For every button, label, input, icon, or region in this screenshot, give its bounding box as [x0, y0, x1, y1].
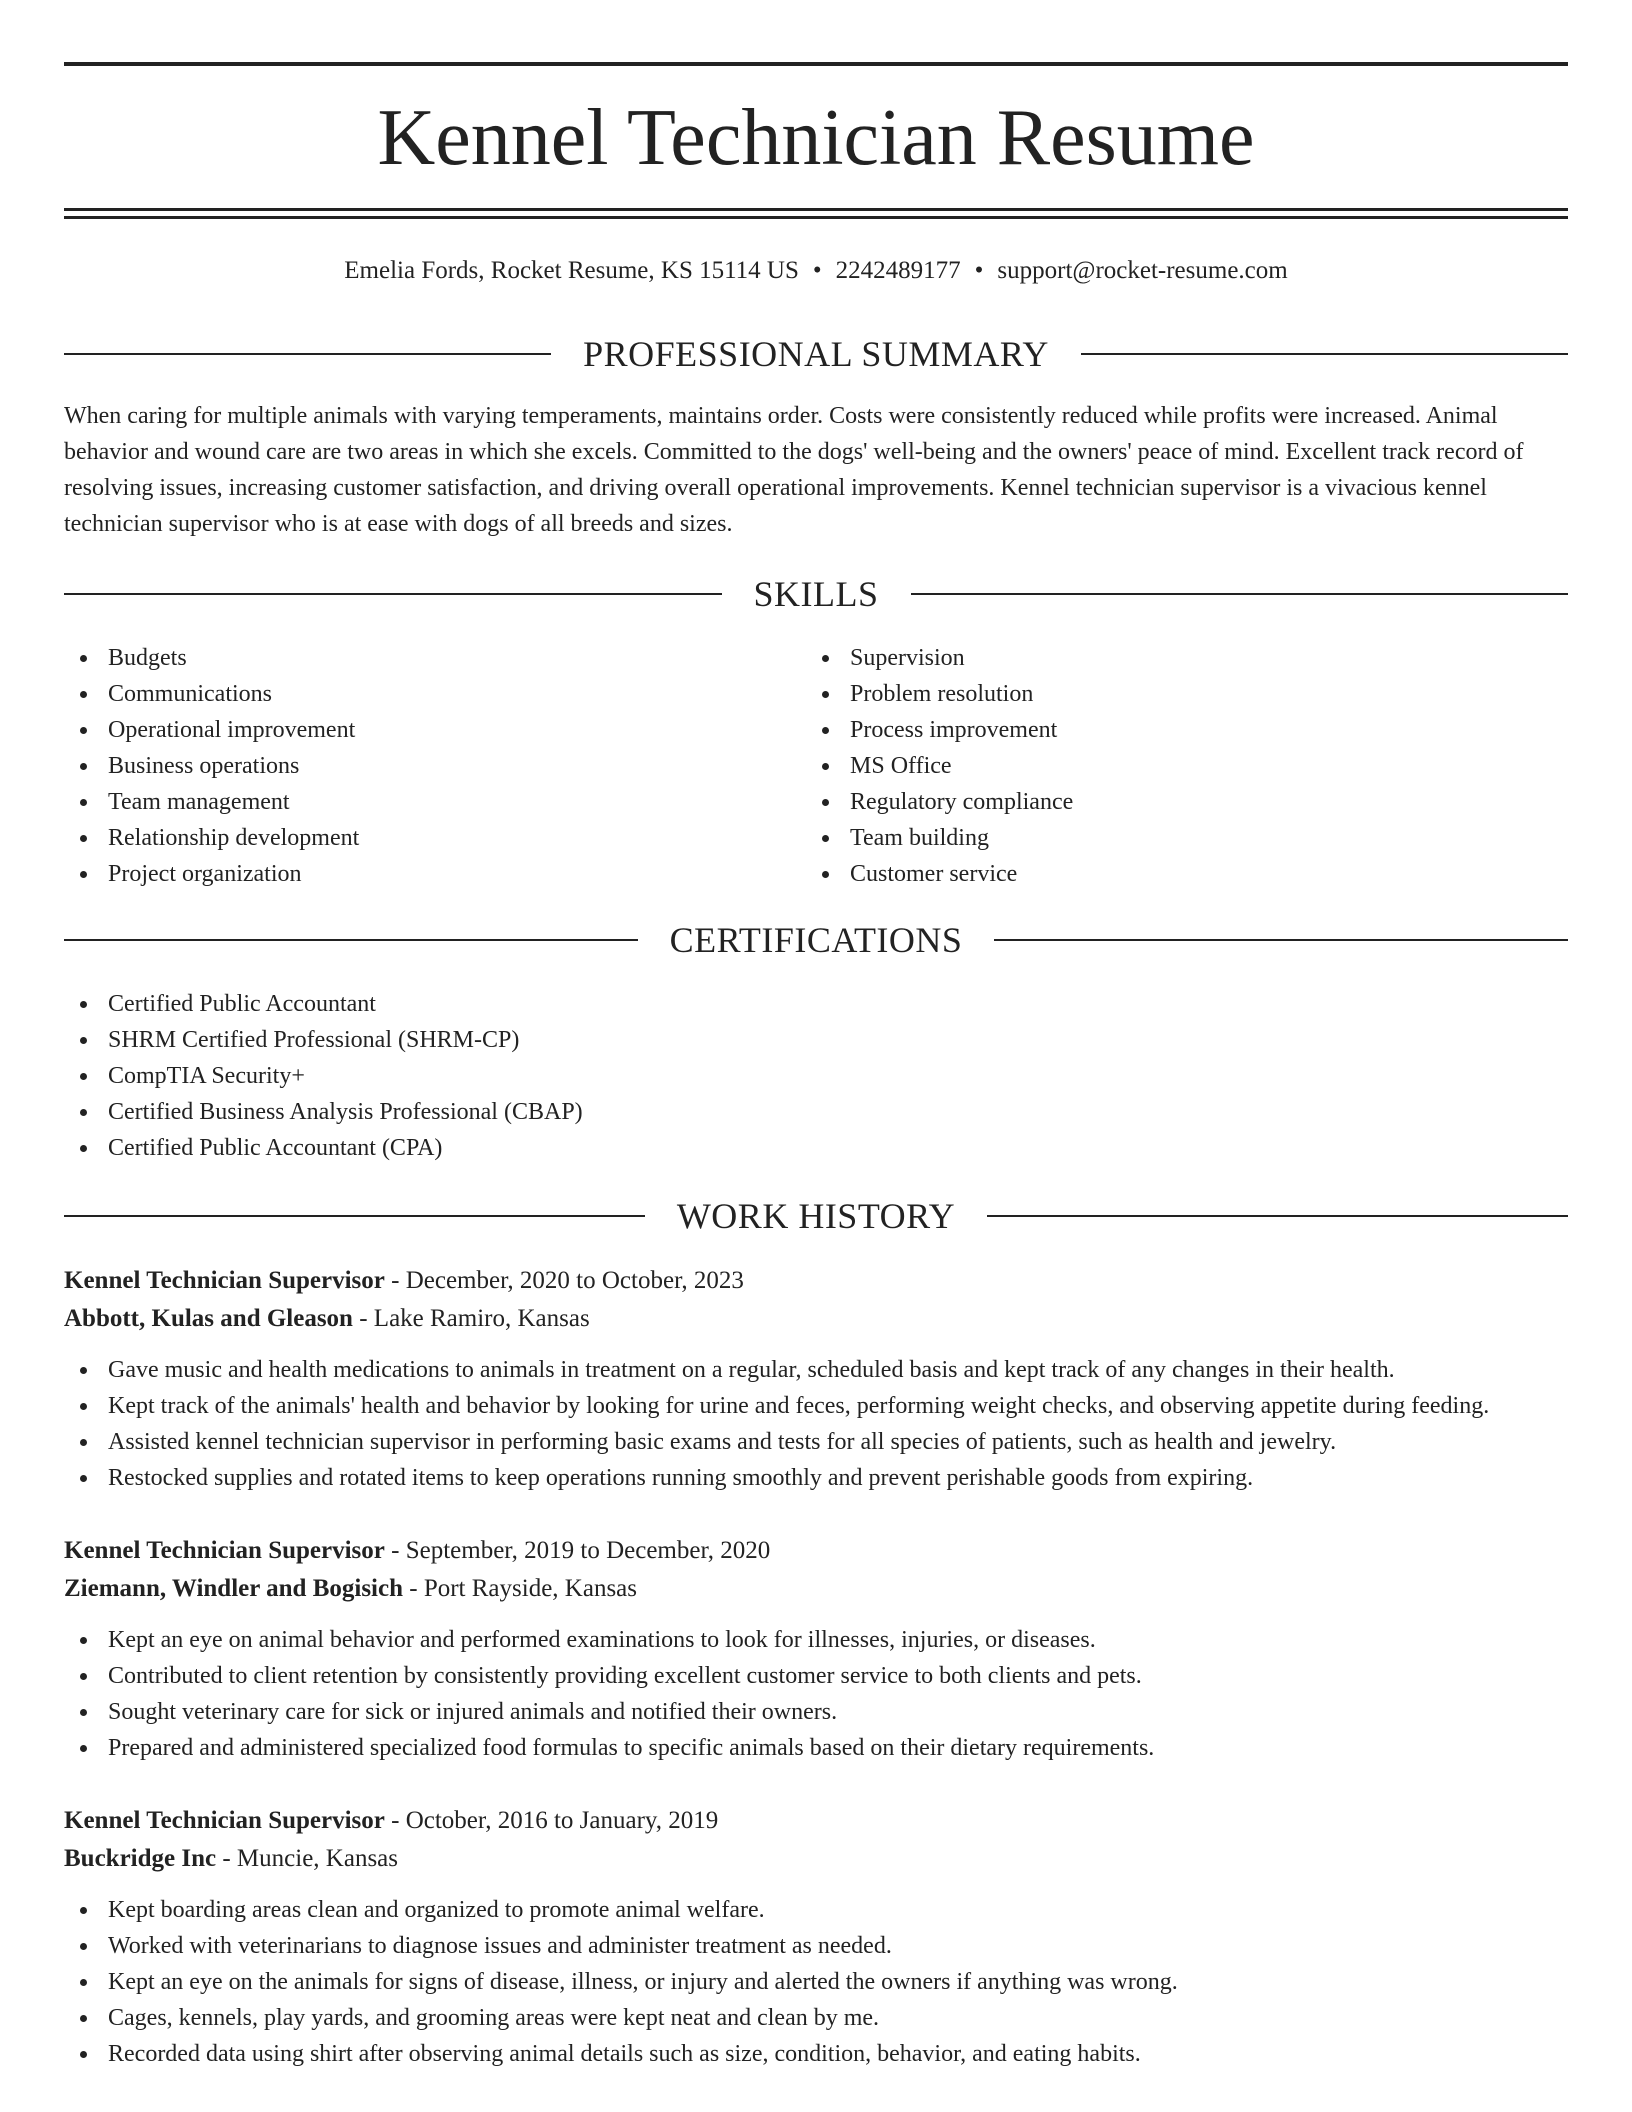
certification-item: Certified Business Analysis Professional (CBAP) — [64, 1094, 1568, 1130]
job-title: Kennel Technician Supervisor — [64, 1807, 385, 1834]
contact-separator: • — [974, 257, 984, 284]
job-company-line — [64, 1300, 1568, 1338]
skill-item: Customer service — [806, 856, 1506, 892]
skill-item: Team building — [806, 820, 1506, 856]
heading-rule-right — [1081, 353, 1568, 355]
duty-item: Gave music and health medications to animals in treatment on a regular, scheduled basis and kept track of any changes in their health. — [64, 1352, 1568, 1388]
resume-title: Kennel Technician Resume — [377, 94, 1255, 182]
skill-item: Problem resolution — [806, 676, 1506, 712]
summary-heading-label: PROFESSIONAL SUMMARY — [583, 334, 1049, 374]
contact-address: Emelia Fords, Rocket Resume, KS 15114 US — [344, 257, 799, 284]
job-company: Buckridge Inc — [64, 1845, 217, 1872]
skill-item: Budgets — [64, 640, 764, 676]
duty-item: Kept boarding areas clean and organized to promote animal welfare. — [64, 1892, 1568, 1928]
skill-item: Communications — [64, 676, 764, 712]
contact-separator: • — [812, 257, 822, 284]
duty-item: Assisted kennel technician supervisor in performing basic exams and tests for all species of patients, such as health and jewelry. — [64, 1424, 1568, 1460]
job-company: Abbott, Kulas and Gleason — [64, 1305, 353, 1332]
job-company-line — [64, 1570, 1568, 1608]
skills-list-left — [64, 640, 764, 892]
job-entry — [64, 1802, 1568, 2072]
job-location: - Lake Ramiro, Kansas — [352, 1305, 590, 1332]
skills-heading-label: SKILLS — [753, 574, 879, 614]
duty-item: Kept an eye on the animals for signs of disease, illness, or injury and alerted the owners if anything was wrong. — [64, 1964, 1568, 2000]
heading-rule-right — [994, 939, 1568, 941]
job-title-line — [64, 1262, 1568, 1300]
job-entry — [64, 1262, 1568, 1496]
heading-rule-left — [64, 593, 722, 595]
heading-rule-right — [987, 1215, 1568, 1217]
skill-item: Supervision — [806, 640, 1506, 676]
duty-item: Restocked supplies and rotated items to keep operations running smoothly and prevent perishable goods from expiring. — [64, 1460, 1568, 1496]
job-duties — [64, 1622, 1568, 1766]
job-location: - Muncie, Kansas — [216, 1845, 399, 1872]
certifications-heading-label: CERTIFICATIONS — [669, 920, 963, 960]
certification-item: CompTIA Security+ — [64, 1058, 1568, 1094]
heading-rule-right — [911, 593, 1569, 595]
job-entry — [64, 1532, 1568, 1766]
contact-phone: 2242489177 — [835, 257, 961, 284]
job-location: - Port Rayside, Kansas — [403, 1575, 637, 1602]
duty-item: Kept an eye on animal behavior and performed examinations to look for illnesses, injuries, or diseases. — [64, 1622, 1568, 1658]
duty-item: Kept track of the animals' health and behavior by looking for urine and feces, performing weight checks, and observing appetite during feeding. — [64, 1388, 1568, 1424]
heading-rule-left — [64, 1215, 645, 1217]
skills-heading — [64, 572, 1568, 616]
skill-item: Regulatory compliance — [806, 784, 1506, 820]
duty-item: Sought veterinary care for sick or injured animals and notified their owners. — [64, 1694, 1568, 1730]
job-dates: - December, 2020 to October, 2023 — [384, 1267, 744, 1294]
job-company: Ziemann, Windler and Bogisich — [64, 1575, 403, 1602]
title-rule-lower — [64, 216, 1568, 219]
duty-item: Recorded data using shirt after observing animal details such as size, condition, behavior, and eating habits. — [64, 2036, 1568, 2072]
certification-item: SHRM Certified Professional (SHRM-CP) — [64, 1022, 1568, 1058]
summary-text: When caring for multiple animals with varying temperaments, maintains order. Costs were consistently reduced while profits were increased. Animal behavior and wound care are two areas in which she excels. Committed to the dogs' well-being and the owners' peace of mind. Excellent track record of resolving issues, increasing customer satisfaction, and driving overall operational improvements. Kennel technician supervisor is a vivacious kennel technician supervisor who is at ease with dogs of all breeds and sizes. — [64, 403, 1524, 537]
certifications-list — [64, 986, 1568, 1166]
certifications-heading — [64, 918, 1568, 962]
job-duties — [64, 1892, 1568, 2072]
duty-item: Prepared and administered specialized food formulas to specific animals based on their dietary requirements. — [64, 1730, 1568, 1766]
job-title-line — [64, 1532, 1568, 1570]
skill-item: Relationship development — [64, 820, 764, 856]
heading-rule-left — [64, 353, 551, 355]
contact-email: support@rocket-resume.com — [997, 257, 1288, 284]
job-duties — [64, 1352, 1568, 1496]
top-rule — [64, 62, 1568, 66]
skill-item: Process improvement — [806, 712, 1506, 748]
duty-item: Cages, kennels, play yards, and grooming areas were kept neat and clean by me. — [64, 2000, 1568, 2036]
skill-item: Team management — [64, 784, 764, 820]
duty-item: Worked with veterinarians to diagnose issues and administer treatment as needed. — [64, 1928, 1568, 1964]
job-title-line — [64, 1802, 1568, 1840]
work-history-heading-label: WORK HISTORY — [676, 1196, 956, 1236]
skill-item: Project organization — [64, 856, 764, 892]
certification-item: Certified Public Accountant (CPA) — [64, 1130, 1568, 1166]
title-rule-upper — [64, 208, 1568, 211]
summary-heading — [64, 332, 1568, 376]
job-title: Kennel Technician Supervisor — [64, 1267, 385, 1294]
job-title: Kennel Technician Supervisor — [64, 1537, 385, 1564]
job-dates: - September, 2019 to December, 2020 — [384, 1537, 771, 1564]
heading-rule-left — [64, 939, 638, 941]
duty-item: Contributed to client retention by consistently providing excellent customer service to both clients and pets. — [64, 1658, 1568, 1694]
job-company-line — [64, 1840, 1568, 1878]
skill-item: Operational improvement — [64, 712, 764, 748]
contact-line — [64, 254, 1568, 288]
job-dates: - October, 2016 to January, 2019 — [384, 1807, 719, 1834]
certification-item: Certified Public Accountant — [64, 986, 1568, 1022]
skills-list-right — [806, 640, 1506, 892]
skill-item: Business operations — [64, 748, 764, 784]
skill-item: MS Office — [806, 748, 1506, 784]
work-history-heading — [64, 1194, 1568, 1238]
